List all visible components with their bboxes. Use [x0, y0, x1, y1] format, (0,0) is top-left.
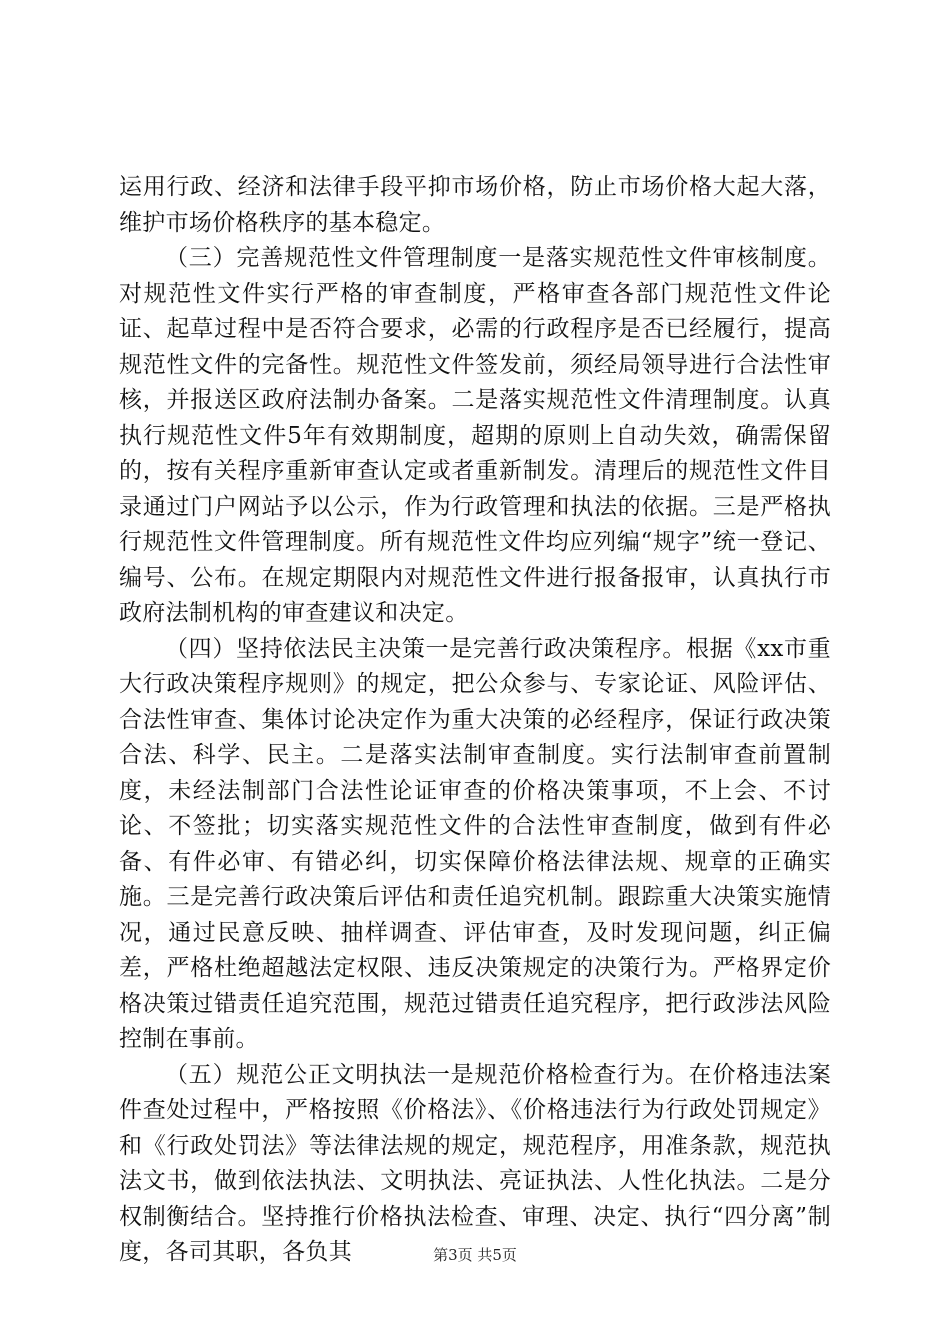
paragraph-section-3: （三）完善规范性文件管理制度一是落实规范性文件审核制度。对规范性文件实行严格的审查制度，严格审查各部门规范性文件论证、起草过程中是否符合要求，必需的行政程序是否已经履行，提高规范性文件的完备性。规范性文件签发前，须经局领导进行合法性审核，并报送区政府法制办备案。二是落实规范性文件清理制度。认真执行规范性文件5年有效期制度，超期的原则上自动失效，确需保留的，按有关程序重新审查认定或者重新制发。清理后的规范性文件目录通过门户网站予以公示，作为行政管理和执法的依据。三是严格执行规范性文件管理制度。所有规范性文件均应列编“规字”统一登记、编号、公布。在规定期限内对规范性文件进行报备报审，认真执行市政府法制机构的审查建议和决定。: [119, 245, 831, 626]
page-number-footer: 第3页 共5页: [433, 1246, 517, 1264]
document-body: [119, 170, 831, 1271]
paragraph-section-5: （五）规范公正文明执法一是规范价格检查行为。在价格违法案件查处过程中，严格按照《价格法》、《价格违法行为行政处罚规定》和《行政处罚法》等法律法规的规定，规范程序，用准条款，规范执法文书，做到依法执法、文明执法、亮证执法、人性化执法。二是分权制衡结合。坚持推行价格执法检查、审理、决定、执行“四分离”制度，各司其职，各负其: [119, 1061, 831, 1265]
paragraph-continued: 运用行政、经济和法律手段平抑市场价格，防止市场价格大起大落，维护市场价格秩序的基本稳定。: [119, 174, 831, 236]
paragraph-section-4: （四）坚持依法民主决策一是完善行政决策程序。根据《xx市重大行政决策程序规则》的规定，把公众参与、专家论证、风险评估、合法性审查、集体讨论决定作为重大决策的必经程序，保证行政决策合法、科学、民主。二是落实法制审查制度。实行法制审查前置制度，未经法制部门合法性论证审查的价格决策事项，不上会、不讨论、不签批；切实落实规范性文件的合法性审查制度，做到有件必备、有件必审、有错必纠，切实保障价格法律法规、规章的正确实施。三是完善行政决策后评估和责任追究机制。跟踪重大决策实施情况，通过民意反映、抽样调查、评估审查，及时发现问题，纠正偏差，严格杜绝超越法定权限、违反决策规定的决策行为。严格界定价格决策过错责任追究范围，规范过错责任追究程序，把行政涉法风险控制在事前。: [119, 635, 831, 1052]
